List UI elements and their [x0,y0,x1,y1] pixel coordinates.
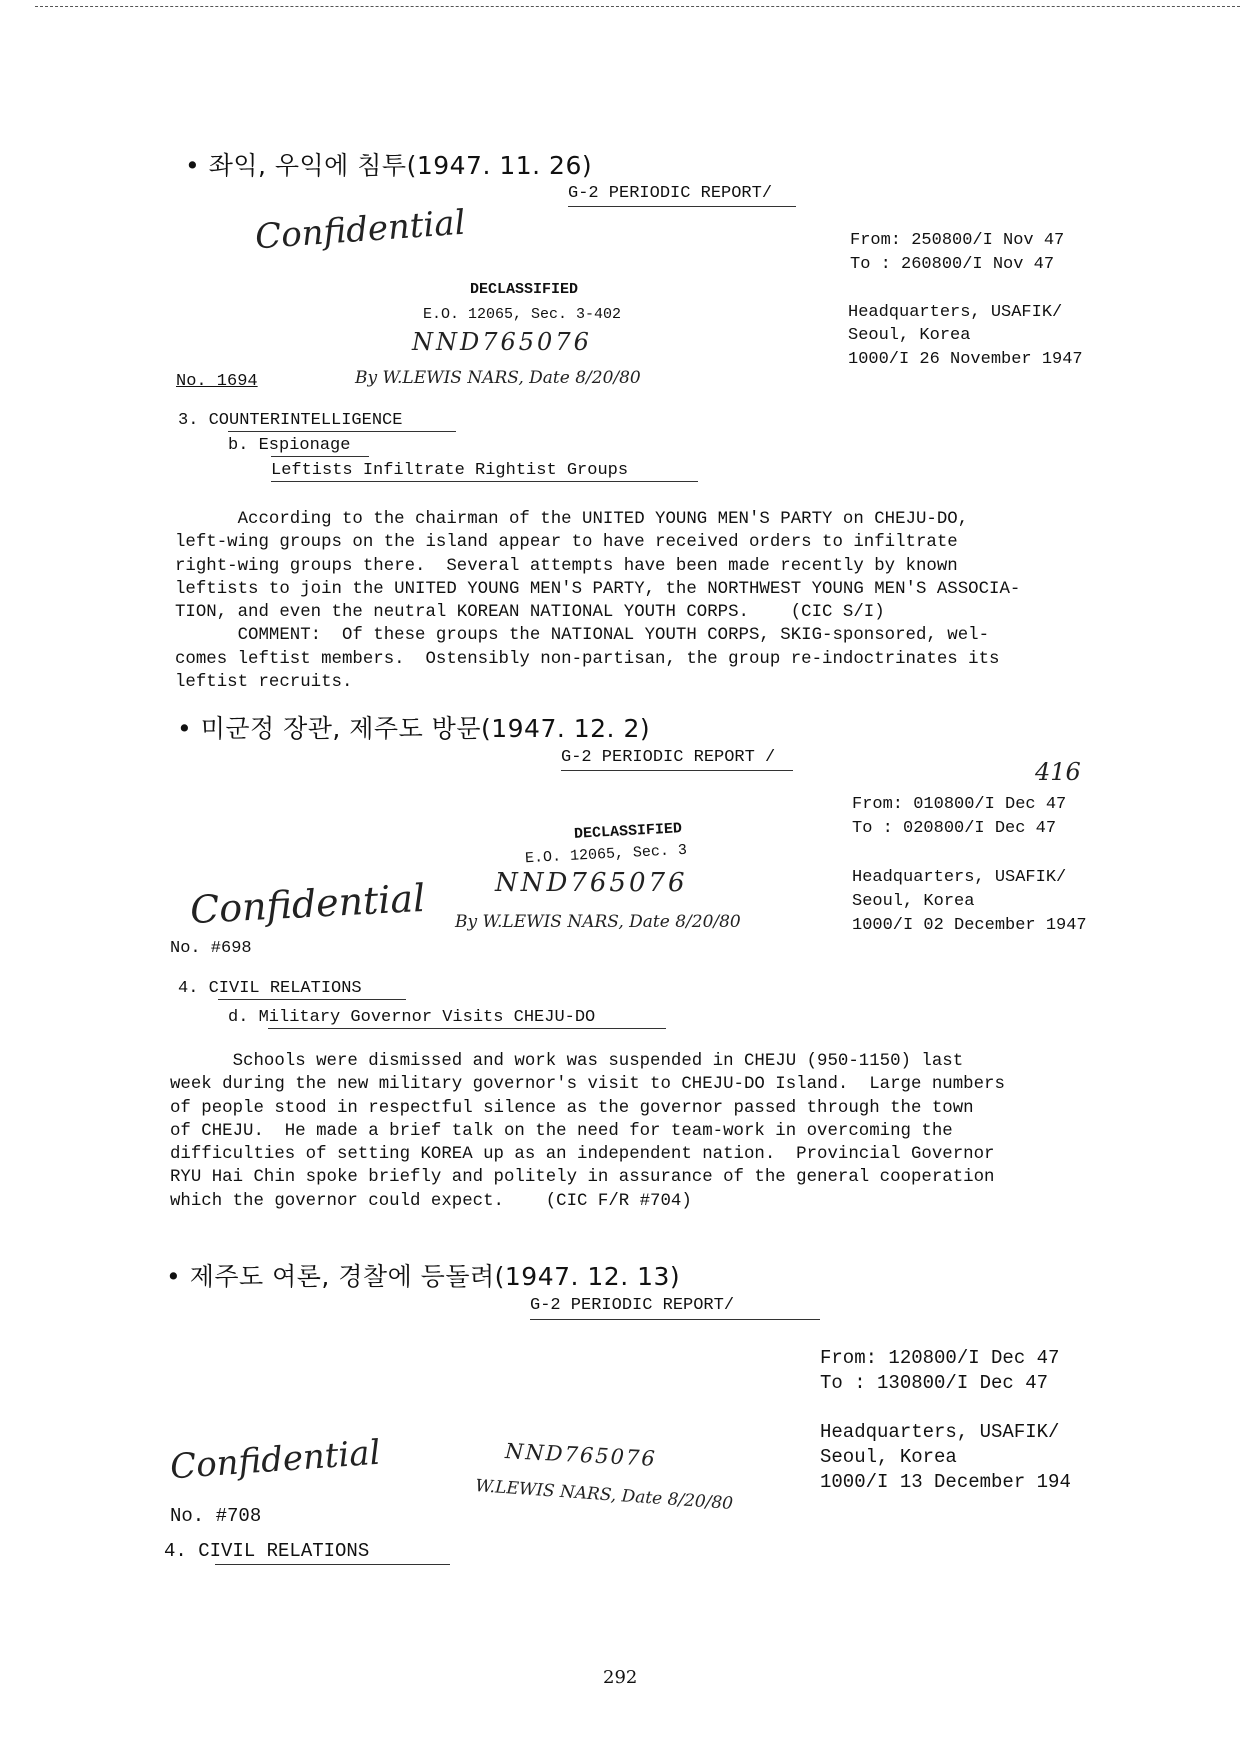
section-3-from: From: 120800/I Dec 47 [820,1347,1060,1369]
section-3-stamp-by: W.LEWIS NARS, Date 8/20/80 [474,1476,734,1514]
body-line: comes leftist members. Ostensibly non-partisan, the group re-indoctrinates its [175,649,1000,669]
section-1-report-underline [568,206,796,207]
section-2-stamp-eo: E.O. 12065, Sec. 3 [524,841,688,868]
body-line: Schools were dismissed and work was suspended in CHEJU (950-1150) last [170,1052,964,1071]
section-1-subject: Leftists Infiltrate Rightist Groups [271,461,629,480]
section-2-number: No. #698 [170,939,252,958]
body-line: which the governor could expect. (CIC F/R #704) [170,1191,692,1211]
section-1-stamp-nnd: NND765076 [412,328,592,356]
body-line: TION, and even the neutral KOREAN NATIONAL YOUTH CORPS. (CIC S/I) [175,603,885,623]
section-3-hq: Headquarters, USAFIK/ [820,1421,1060,1443]
section-2-stamp-declassified: DECLASSIFIED [573,820,683,843]
section-3-section-underline [215,1564,450,1565]
section-3-location: Seoul, Korea [820,1446,957,1468]
section-1-sub-heading: b. Espionage [228,436,351,455]
body-line: week during the new military governor's visit to CHEJU-DO Island. Large numbers [170,1075,1005,1095]
section-1-report-title: G-2 PERIODIC REPORT/ [568,184,773,203]
section-1-body [175,508,1020,694]
body-line: right-wing groups there. Several attempts have been made recently by known [175,556,958,576]
body-line: COMMENT: Of these groups the NATIONAL YOUTH CORPS, SKIG-sponsored, wel- [175,626,990,646]
section-1-stamp-declassified: DECLASSIFIED [470,281,579,298]
section-2-sub-heading: d. Military Governor Visits CHEJU-DO [228,1008,596,1027]
section-2-stamp-nnd: NND765076 [495,868,688,898]
section-2-sub-underline [268,1028,666,1029]
body-line: RYU Hai Chin spoke briefly and politely in assurance of the general cooperation [170,1168,995,1188]
section-2-section-underline [218,999,406,1000]
section-3-section-heading: 4. CIVIL RELATIONS [164,1540,370,1562]
body-line: of people stood in respectful silence as the governor passed through the town [170,1098,974,1118]
section-1-number: No. 1694 [176,372,258,391]
section-1-location: Seoul, Korea [848,326,971,345]
section-3-signature: Confidential [168,1432,382,1488]
section-2-location: Seoul, Korea [852,892,975,911]
section-2-heading: • 미군정 장관, 제주도 방문(1947. 12. 2) [177,714,651,743]
section-3-stamp-nnd: NND765076 [504,1439,658,1471]
body-line: left-wing groups on the island appear to have received orders to infiltrate [175,533,958,553]
section-2-body [170,1050,1005,1213]
section-1-stamp-eo: E.O. 12065, Sec. 3-402 [423,306,622,323]
section-2-hq: Headquarters, USAFIK/ [852,868,1067,887]
section-1-heading: • 좌익, 우익에 침투(1947. 11. 26) [185,151,593,180]
section-3-date: 1000/I 13 December 194 [820,1471,1071,1493]
body-line: According to the chairman of the UNITED YOUNG MEN'S PARTY on CHEJU-DO, [175,510,969,529]
section-2-stamp-by: By W.LEWIS NARS, Date 8/20/80 [455,912,741,932]
section-3-report-underline [530,1319,820,1320]
section-1-stamp-by: By W.LEWIS NARS, Date 8/20/80 [355,368,641,388]
section-1-date: 1000/I 26 November 1947 [848,350,1083,369]
section-2-section-heading: 4. CIVIL RELATIONS [178,979,362,998]
section-1-subject-underline [271,481,698,482]
section-3-report-title: G-2 PERIODIC REPORT/ [530,1296,735,1315]
page-number: 292 [603,1667,638,1688]
section-2-signature: Confidential [189,875,427,933]
section-1-to: To : 260800/I Nov 47 [850,255,1055,274]
body-line: of CHEJU. He made a brief talk on the need for team-work in overcoming the [170,1121,953,1141]
section-1-sub-underline [271,456,369,457]
section-3-to: To : 130800/I Dec 47 [820,1372,1049,1394]
body-line: difficulties of setting KOREA up as an independent nation. Provincial Governor [170,1145,995,1165]
section-1-section-underline [228,431,456,432]
section-2-date: 1000/I 02 December 1947 [852,916,1087,935]
body-line: leftist recruits. [175,673,353,693]
section-1-signature: Confidential [253,202,467,258]
body-line: leftists to join the UNITED YOUNG MEN'S PARTY, the NORTHWEST YOUNG MEN'S ASSOCIA- [175,579,1021,599]
section-3-number: No. #708 [170,1505,262,1527]
section-1-section-heading: 3. COUNTERINTELLIGENCE [178,411,403,430]
section-2-to: To : 020800/I Dec 47 [852,819,1057,838]
top-scan-border [35,6,1240,7]
section-2-from: From: 010800/I Dec 47 [852,795,1067,814]
section-2-page-mark: 416 [1035,758,1081,786]
section-3-heading: • 제주도 여론, 경찰에 등돌려(1947. 12. 13) [166,1262,681,1291]
section-2-report-underline [561,770,793,771]
section-1-hq: Headquarters, USAFIK/ [848,303,1063,322]
section-2-report-title: G-2 PERIODIC REPORT / [561,748,776,767]
section-1-from: From: 250800/I Nov 47 [850,231,1065,250]
